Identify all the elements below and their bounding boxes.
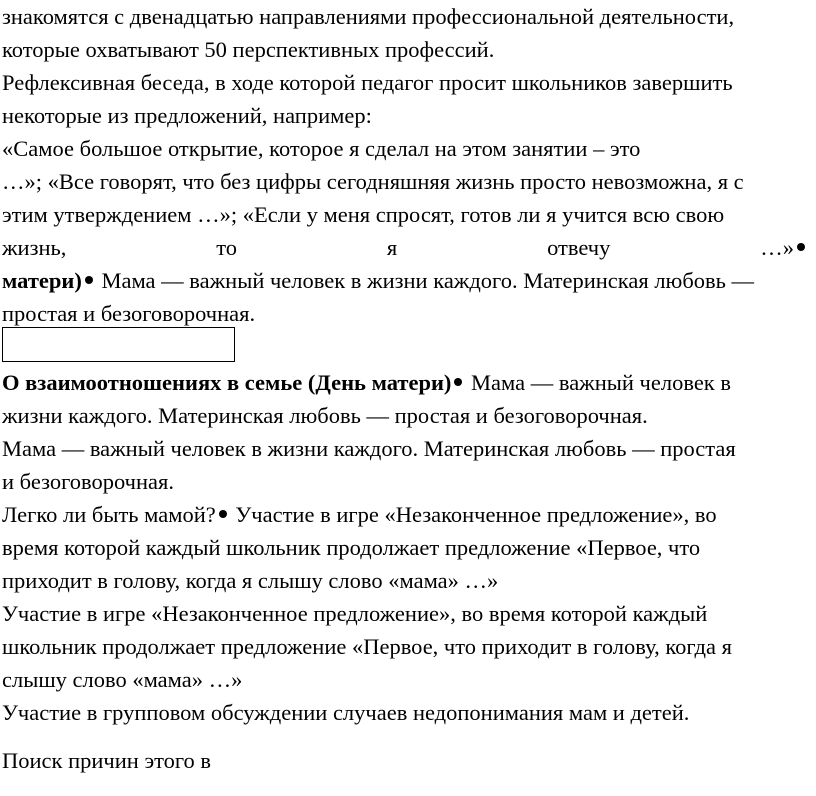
text-line-7: этим утверждением …»; «Если у меня спросят, готов ли я учится всю свою	[2, 202, 725, 227]
word: то	[216, 235, 238, 260]
text-line-15	[2, 498, 717, 531]
text-fragment: Участие в игре «Незаконченное предложение», во	[235, 502, 717, 527]
text-line-1-content: знакомятся с двенадцатью направлениями профессиональной деятельности,	[2, 4, 735, 29]
text-line-18: Участие в игре «Незаконченное предложение», во время которой каждый	[2, 601, 708, 626]
bullet-icon	[797, 243, 805, 251]
text-line-8-justified	[2, 231, 808, 264]
bullet-icon	[219, 510, 227, 518]
text-line-20: слышу слово «мама» …»	[2, 667, 243, 692]
text-fragment: Мама — важный человек в жизни каждого. Материнская любовь —	[101, 268, 755, 293]
text-line-22: Поиск причин этого в	[2, 748, 212, 773]
section-heading: О взаимоотношениях в семье (День матери)	[2, 370, 452, 395]
text-line-17: приходит в голову, когда я слышу слово «мама» …»	[2, 568, 499, 593]
text-fragment: Мама — важный человек в	[471, 370, 731, 395]
text-fragment: Легко ли быть мамой?	[2, 502, 216, 527]
text-line-11	[2, 366, 731, 399]
text-line-2: которые охватывают 50 перспективных профессий.	[2, 37, 495, 62]
word: …»	[760, 235, 794, 260]
text-line-9	[2, 264, 754, 297]
text-line-1	[2, 0, 808, 33]
word-with-bullet	[760, 231, 808, 264]
text-line-10: простая и безоговорочная.	[2, 301, 256, 326]
word: я	[386, 235, 398, 260]
text-line-6: …»; «Все говорят, что без цифры сегодняшняя жизнь просто невозможна, я с	[2, 169, 744, 194]
text-line-12: жизни каждого. Материнская любовь — простая и безоговорочная.	[2, 403, 648, 428]
text-line-4: некоторые из предложений, например:	[2, 103, 372, 128]
bullet-icon	[85, 276, 93, 284]
text-line-5: «Самое большое открытие, которое я сделал на этом занятии – это	[2, 136, 641, 161]
bullet-icon	[454, 378, 462, 386]
text-line-21: Участие в групповом обсуждении случаев недопонимания мам и детей.	[2, 700, 690, 725]
text-line-19: школьник продолжает предложение «Первое, что приходит в голову, когда я	[2, 634, 732, 659]
word: жизнь,	[2, 235, 67, 260]
text-line-14: и безоговорочная.	[2, 469, 174, 494]
text-line-13: Мама — важный человек в жизни каждого. Материнская любовь — простая	[2, 436, 736, 461]
bold-heading-fragment: матери)	[2, 268, 82, 293]
empty-table-cell	[2, 327, 235, 362]
word: отвечу	[547, 235, 611, 260]
text-line-3: Рефлексивная беседа, в ходе которой педагог просит школьников завершить	[2, 70, 733, 95]
text-line-16: время которой каждый школьник продолжает предложение «Первое, что	[2, 535, 701, 560]
